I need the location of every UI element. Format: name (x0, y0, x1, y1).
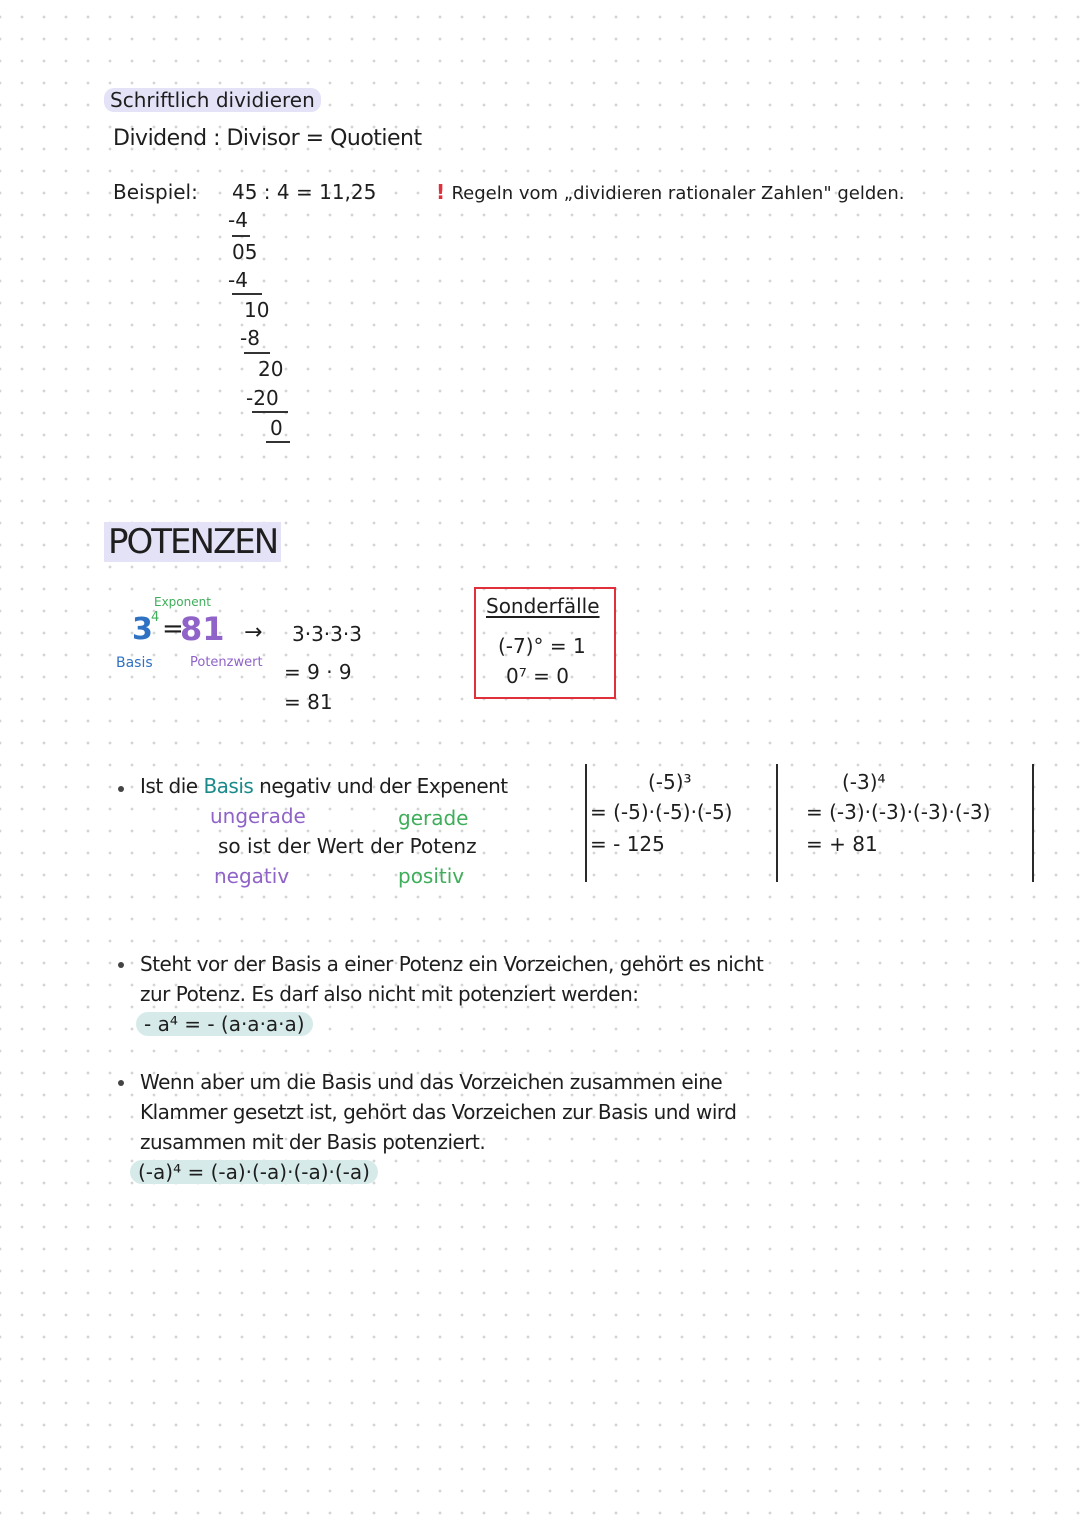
example1-line: (-5)³ (648, 770, 692, 794)
rule1-even: gerade (398, 806, 469, 830)
warning-icon: ! (436, 180, 446, 204)
rule3-line1: Wenn aber um die Basis und das Vorzeichen zusammen eine (140, 1070, 723, 1094)
example2-line: = (-3)·(-3)·(-3)·(-3) (806, 800, 991, 824)
rule1-prefix: Ist die (140, 774, 198, 798)
rule1-line1 (140, 774, 508, 798)
division-rule-line (266, 441, 290, 443)
rule1-odd: ungerade (210, 804, 306, 828)
exponent-label: Exponent (154, 595, 211, 609)
power-equals: = (162, 614, 184, 644)
rule2-line2: zur Potenz. Es darf also nicht mit potenziert werden: (140, 982, 639, 1006)
rule1-suffix: negativ und der Expenent (259, 774, 508, 798)
power-exponent: 4 (151, 610, 160, 625)
division-rule-line (252, 411, 288, 413)
division-step: 20 (258, 357, 284, 381)
section-title-division: Schriftlich dividieren (104, 88, 321, 112)
potenzwert-label: Potenzwert (190, 655, 263, 670)
bullet-icon (118, 786, 124, 792)
rule-note-text: Regeln vom „dividieren rationaler Zahlen" gelden. (451, 183, 905, 204)
bullet-icon (118, 1080, 124, 1086)
special-cases-title: Sonderfälle (486, 594, 600, 618)
special-case: 0⁷ = 0 (506, 664, 569, 688)
special-case: (-7)° = 1 (498, 634, 586, 658)
division-step: 10 (244, 298, 270, 322)
rule1-negative: negativ (214, 864, 290, 888)
basis-label: Basis (116, 655, 153, 671)
division-rule-line (232, 293, 262, 295)
rule1-line3: so ist der Wert der Potenz (218, 834, 477, 858)
power-expansion: = 9 · 9 (284, 660, 352, 684)
divider-line (585, 764, 587, 882)
power-expansion: 3·3·3·3 (292, 622, 362, 646)
division-step: 0 (270, 416, 283, 440)
power-base: 3 (132, 612, 153, 647)
example-label: Beispiel: (113, 180, 198, 204)
rule1-positive: positiv (398, 864, 465, 888)
rule3-formula: (-a)⁴ = (-a)·(-a)·(-a)·(-a) (130, 1160, 378, 1184)
example-equation: 45 : 4 = 11,25 (232, 180, 377, 204)
example2-line: = + 81 (806, 832, 878, 856)
rule3-line2: Klammer gesetzt ist, gehört das Vorzeichen zur Basis und wird (140, 1100, 737, 1124)
rule3-line3: zusammen mit der Basis potenziert. (140, 1130, 486, 1154)
example1-line: = (-5)·(-5)·(-5) (590, 800, 733, 824)
division-rule-line (244, 352, 270, 354)
example2-line: (-3)⁴ (842, 770, 886, 794)
divider-line (1032, 764, 1034, 882)
power-value: 81 (180, 610, 225, 648)
rule-note (436, 180, 904, 204)
rule1-basis-word: Basis (203, 774, 254, 798)
division-step: -20 (246, 386, 279, 410)
division-step: 05 (232, 240, 258, 264)
arrow-right-icon: → (244, 620, 263, 645)
division-rule-line (232, 235, 250, 237)
divider-line (776, 764, 778, 882)
division-step: -4 (228, 208, 248, 232)
section-title-potenzen: POTENZEN (104, 522, 281, 562)
division-step: -8 (240, 326, 260, 350)
rule2-line1: Steht vor der Basis a einer Potenz ein Vorzeichen, gehört es nicht (140, 952, 764, 976)
power-expansion: = 81 (284, 690, 333, 714)
rule2-formula: - a⁴ = - (a·a·a·a) (136, 1012, 313, 1036)
bullet-icon (118, 962, 124, 968)
example1-line: = - 125 (590, 832, 665, 856)
division-step: -4 (228, 268, 248, 292)
division-formula: Dividend : Divisor = Quotient (113, 126, 422, 151)
